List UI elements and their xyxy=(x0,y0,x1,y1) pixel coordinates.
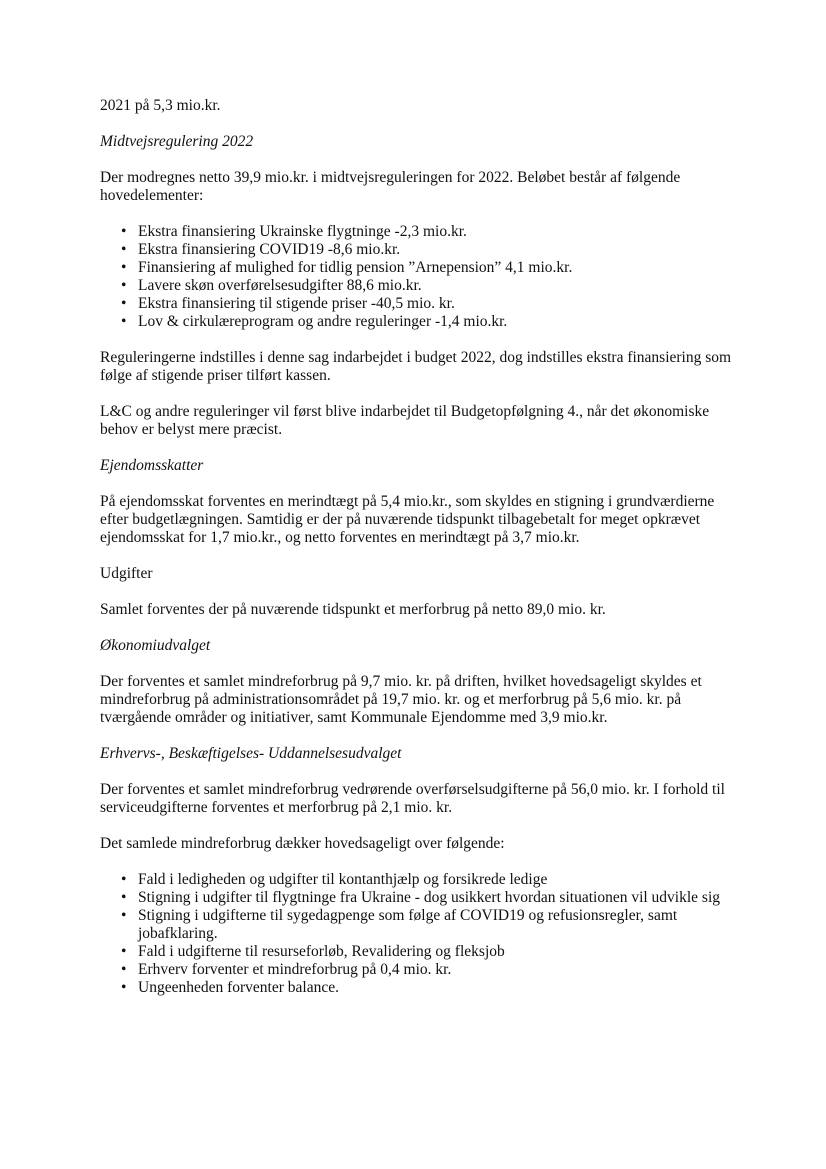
list-item: • Stigning i udgifter til flygtninge fra Ukraine - dog usikkert hvordan situationen vil udvikle sig xyxy=(138,889,740,907)
list-item: • Ekstra finansiering til stigende priser -40,5 mio. kr. xyxy=(138,295,740,313)
heading-udgifter: Udgifter xyxy=(100,565,153,582)
list-item: • Stigning i udgifterne til sygedagpenge som følge af COVID19 og refusionsregler, samt jobafklaring. xyxy=(138,907,740,943)
bullet-list-erhverv xyxy=(100,871,740,997)
paragraph: Samlet forventes der på nuværende tidspunkt et merforbrug på netto 89,0 mio. kr. xyxy=(100,601,606,618)
paragraph: Reguleringerne indstilles i denne sag indarbejdet i budget 2022, dog indstilles ekstra finansiering som følge af stigende priser tilført kassen. xyxy=(100,349,732,384)
document-page xyxy=(100,97,740,1015)
heading-oekonomiudvalget: Økonomiudvalget xyxy=(100,637,211,654)
paragraph: Der forventes et samlet mindreforbrug på 9,7 mio. kr. på driften, hvilket hovedsageligt skyldes et mindreforbrug på administrationsområdet på 19,7 mio. kr. og et merforbrug på 5,6 mio. kr. på tværgående områder og initiativer, samt Kommunale Ejendomme med 3,9 mio.kr. xyxy=(100,673,702,726)
paragraph: L&C og andre reguleringer vil først blive indarbejdet til Budgetopfølgning 4., når det økonomiske behov er belyst mere præcist. xyxy=(100,403,710,438)
list-item: • Ekstra finansiering COVID19 -8,6 mio.kr. xyxy=(138,241,740,259)
list-item: • Fald i udgifterne til resurseforløb, Revalidering og fleksjob xyxy=(138,943,740,961)
bullet-list-midtvejs xyxy=(100,223,740,331)
list-item: • Finansiering af mulighed for tidlig pension ”Arnepension” 4,1 mio.kr. xyxy=(138,259,740,277)
list-item: • Fald i ledigheden og udgifter til kontanthjælp og forsikrede ledige xyxy=(138,871,740,889)
heading-erhvervs-udvalget: Erhvervs-, Beskæftigelses- Uddannelsesudvalget xyxy=(100,745,402,762)
paragraph: På ejendomsskat forventes en merindtægt på 5,4 mio.kr., som skyldes en stigning i grundværdierne efter budgetlægningen. Samtidig er der på nuværende tidspunkt tilbagebetalt for meget opkrævet ejendomsskat for 1,7 mio.kr., og netto forventes en merindtægt på 3,7 mio.kr. xyxy=(100,493,715,546)
heading-ejendomsskatter: Ejendomsskatter xyxy=(100,457,204,474)
list-item: • Ekstra finansiering Ukrainske flygtninge -2,3 mio.kr. xyxy=(138,223,740,241)
paragraph: Det samlede mindreforbrug dækker hovedsageligt over følgende: xyxy=(100,835,505,852)
intro-line: 2021 på 5,3 mio.kr. xyxy=(100,97,221,114)
list-item: • Lavere skøn overførelsesudgifter 88,6 mio.kr. xyxy=(138,277,740,295)
list-item: • Ungeenheden forventer balance. xyxy=(138,979,740,997)
heading-midtvejsregulering: Midtvejsregulering 2022 xyxy=(100,133,254,150)
paragraph: Der forventes et samlet mindreforbrug vedrørende overførselsudgifterne på 56,0 mio. kr. I forhold til serviceudgifterne forventes et merforbrug på 2,1 mio. kr. xyxy=(100,781,725,816)
paragraph: Der modregnes netto 39,9 mio.kr. i midtvejsreguleringen for 2022. Beløbet består af følgende hovedelementer: xyxy=(100,169,681,204)
list-item: • Lov & cirkulæreprogram og andre reguleringer -1,4 mio.kr. xyxy=(138,313,740,331)
list-item: • Erhverv forventer et mindreforbrug på 0,4 mio. kr. xyxy=(138,961,740,979)
